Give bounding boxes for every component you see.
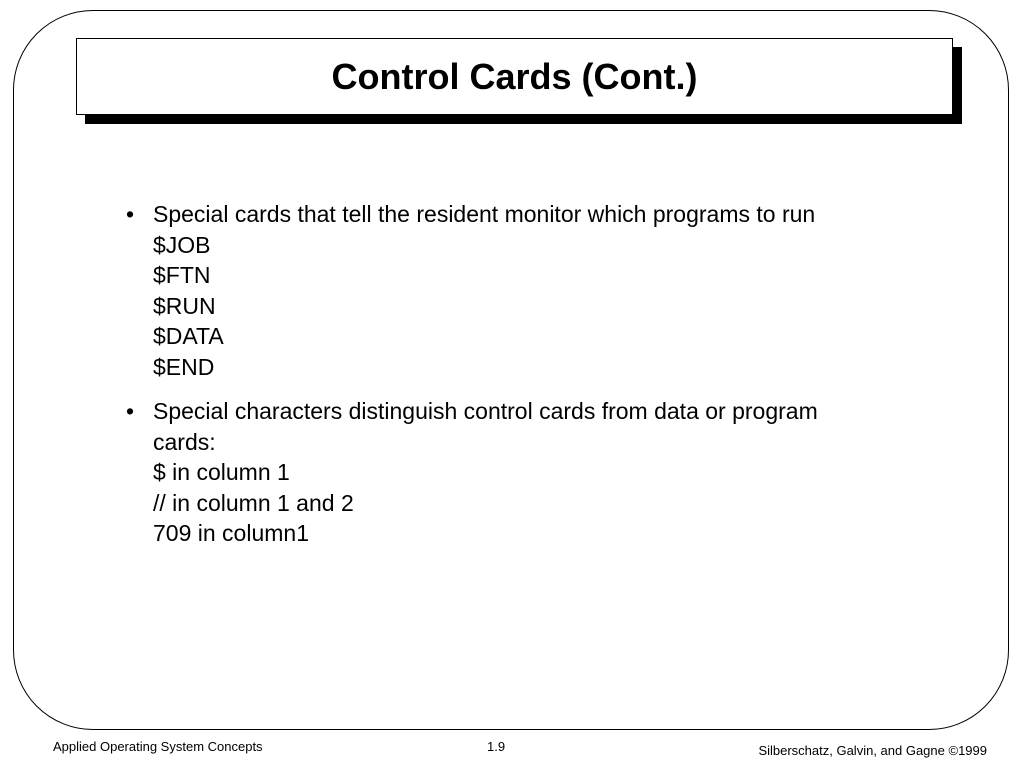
bullet-subline: $JOB bbox=[153, 231, 211, 258]
bullet-subline: $DATA bbox=[153, 323, 224, 349]
bullet-subline: // in column 1 and 2 bbox=[153, 489, 354, 516]
bullet-item-program-cards bbox=[126, 199, 916, 382]
bullet-text: Special characters distinguish control cards from data or program bbox=[153, 398, 818, 424]
footer-page-number: 1.9 bbox=[487, 739, 506, 754]
bullet-dot: • bbox=[126, 398, 135, 424]
bullet-subline: 709 in column1 bbox=[153, 520, 309, 546]
footer-course-title: Applied Operating System Concepts bbox=[53, 739, 263, 754]
page-title: Control Cards (Cont.) bbox=[331, 55, 698, 97]
bullet-item-special-characters bbox=[126, 396, 916, 549]
footer-copyright: Silberschatz, Galvin, and Gagne ©1999 bbox=[758, 743, 987, 758]
bullet-subline: $FTN bbox=[153, 262, 211, 288]
bullet-list bbox=[126, 199, 916, 549]
bullet-text: Special cards that tell the resident monitor which programs to run bbox=[153, 201, 816, 227]
bullet-subline: $END bbox=[153, 353, 215, 380]
bullet-dot: • bbox=[126, 201, 135, 227]
bullet-subline: $ in column 1 bbox=[153, 459, 290, 485]
bullet-subline: $RUN bbox=[153, 292, 216, 319]
title-box bbox=[76, 38, 953, 115]
bullet-text-continued: cards: bbox=[153, 428, 216, 455]
